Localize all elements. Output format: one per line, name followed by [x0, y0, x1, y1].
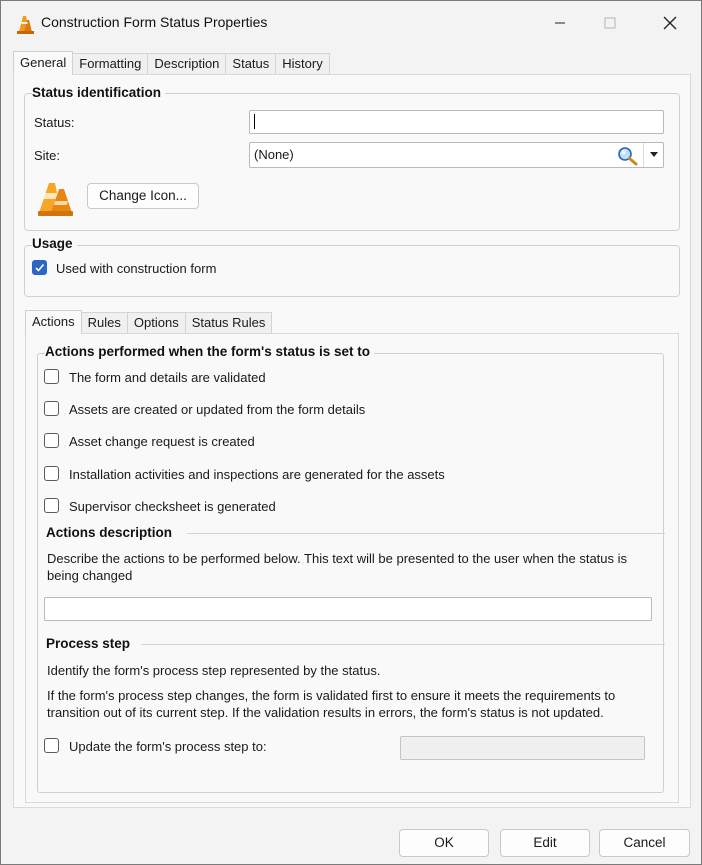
process-step-text-1: Identify the form's process step represented by the status. — [47, 663, 381, 678]
process-step-text-2: If the form's process step changes, the form is validated first to ensure it meets the requirements to transition out of its current step. If the validation results in errors, the form's status is not updated. — [47, 688, 616, 720]
status-icon-preview — [37, 175, 75, 217]
subtab-status-rules[interactable]: Status Rules — [185, 312, 273, 334]
action-checkbox-assets[interactable] — [44, 401, 59, 416]
dialog-footer — [1, 816, 701, 865]
close-icon — [663, 16, 677, 30]
subtab-rules[interactable]: Rules — [81, 312, 128, 334]
minimize-icon — [554, 17, 566, 29]
process-step-select[interactable] — [400, 736, 645, 760]
site-label: Site: — [34, 148, 61, 163]
update-process-step-label: Update the form's process step to: — [69, 739, 267, 754]
action-label-assets: Assets are created or updated from the form details — [69, 402, 366, 417]
checkmark-icon — [33, 261, 46, 274]
tab-history[interactable]: History — [275, 53, 329, 75]
actions-title: Actions performed when the form's status is set to — [45, 344, 374, 359]
maximize-icon — [604, 17, 616, 29]
edit-button[interactable]: Edit — [500, 829, 590, 857]
search-icon[interactable] — [617, 146, 639, 166]
process-step-title: Process step — [46, 636, 134, 651]
status-input[interactable] — [249, 110, 664, 134]
close-button[interactable] — [647, 1, 693, 45]
tab-general[interactable]: General — [13, 51, 73, 75]
status-label: Status: — [34, 115, 75, 130]
action-checkbox-change-request[interactable] — [44, 433, 59, 448]
actions-description-text: Describe the actions to be performed below. This text will be presented to the user when the status is being changed — [47, 551, 628, 583]
site-dropdown[interactable] — [249, 142, 664, 168]
action-checkbox-installation[interactable] — [44, 466, 59, 481]
subtab-options[interactable]: Options — [127, 312, 186, 334]
action-checkbox-checksheet[interactable] — [44, 498, 59, 513]
title-bar — [1, 1, 701, 45]
action-label-installation: Installation activities and inspections are generated for the assets — [69, 467, 445, 482]
sub-tabs — [25, 310, 271, 334]
action-checkbox-validate[interactable] — [44, 369, 59, 384]
actions-description-title: Actions description — [46, 525, 176, 540]
text-caret — [254, 114, 255, 129]
window-title: Construction Form Status Properties — [41, 14, 268, 30]
chevron-down-icon — [650, 152, 658, 158]
main-tabs — [13, 51, 329, 75]
action-label-change-request: Asset change request is created — [69, 434, 255, 449]
action-label-validate: The form and details are validated — [69, 370, 266, 385]
tab-status[interactable]: Status — [225, 53, 276, 75]
actions-description-divider — [187, 533, 665, 534]
actions-description-input[interactable] — [44, 597, 652, 621]
tab-description[interactable]: Description — [147, 53, 226, 75]
action-label-checksheet: Supervisor checksheet is generated — [69, 499, 276, 514]
minimize-button[interactable] — [537, 1, 583, 45]
used-with-form-label: Used with construction form — [56, 261, 217, 276]
traffic-cone-icon — [15, 12, 35, 34]
status-identification-title: Status identification — [32, 85, 165, 100]
cancel-button[interactable]: Cancel — [599, 829, 690, 857]
process-step-divider — [141, 644, 665, 645]
update-process-step-checkbox[interactable] — [44, 738, 59, 753]
subtab-actions[interactable]: Actions — [25, 310, 82, 334]
used-with-form-checkbox[interactable] — [32, 260, 47, 275]
tab-formatting[interactable]: Formatting — [72, 53, 148, 75]
site-value: (None) — [254, 147, 294, 162]
usage-title: Usage — [32, 236, 77, 251]
change-icon-button[interactable]: Change Icon... — [87, 183, 199, 209]
maximize-button[interactable] — [587, 1, 633, 45]
site-dropdown-toggle[interactable] — [643, 143, 663, 167]
ok-button[interactable]: OK — [399, 829, 489, 857]
